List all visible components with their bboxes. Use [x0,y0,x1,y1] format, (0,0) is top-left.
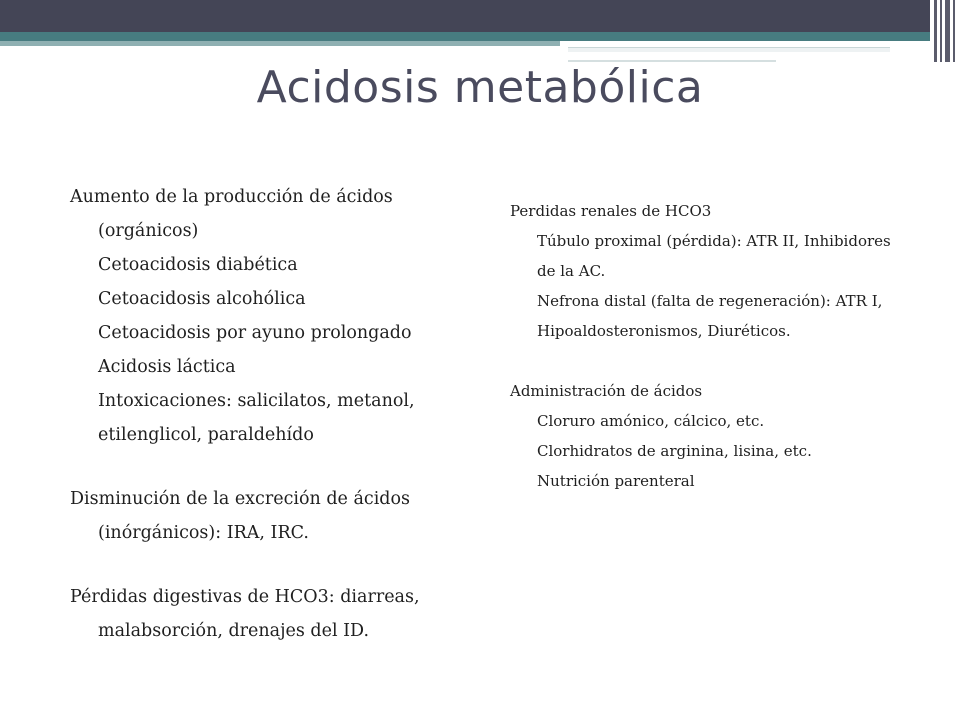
header-divider-line [568,47,890,52]
list-item: Cloruro amónico, cálcico, etc. [537,412,765,430]
list-item: Clorhidratos de arginina, lisina, etc. [537,442,812,460]
spacer [510,346,910,376]
left-heading-excretion: Disminución de la excreción de ácidos (inórgánicos): IRA, IRC. [70,489,411,543]
list-item: Cetoacidosis alcohólica [98,289,306,309]
list-item: Intoxicaciones: salicilatos, metanol, etilenglicol, paraldehído [98,391,415,445]
right-heading-acid-administration: Administración de ácidos [510,382,703,400]
list-item: Nutrición parenteral [537,472,695,490]
header-band [0,0,930,32]
list-item: Túbulo proximal (pérdida): ATR II, Inhibidores de la AC. [537,232,891,280]
right-heading-renal-losses: Perdidas renales de HCO3 [510,202,712,220]
list-item: Cetoacidosis diabética [98,255,298,275]
header-accent-bar [0,32,930,41]
left-heading-production: Aumento de la producción de ácidos (orgánicos) [70,187,393,241]
list-item: Cetoacidosis por ayuno prolongado [98,323,412,343]
list-item: Nefrona distal (falta de regeneración): ATR I, Hipoaldosteronismos, Diuréticos. [537,292,883,340]
left-column [70,180,455,648]
spacer [70,452,455,482]
left-heading-digestive-losses: Pérdidas digestivas de HCO3: diarreas, malabsorción, drenajes del ID. [70,587,420,641]
corner-stripes [930,0,960,62]
spacer [70,550,455,580]
slide-title: Acidosis metabólica [256,62,704,113]
list-item: Acidosis láctica [98,357,236,377]
header-accent-bar-light [0,41,560,46]
right-column [510,196,910,496]
